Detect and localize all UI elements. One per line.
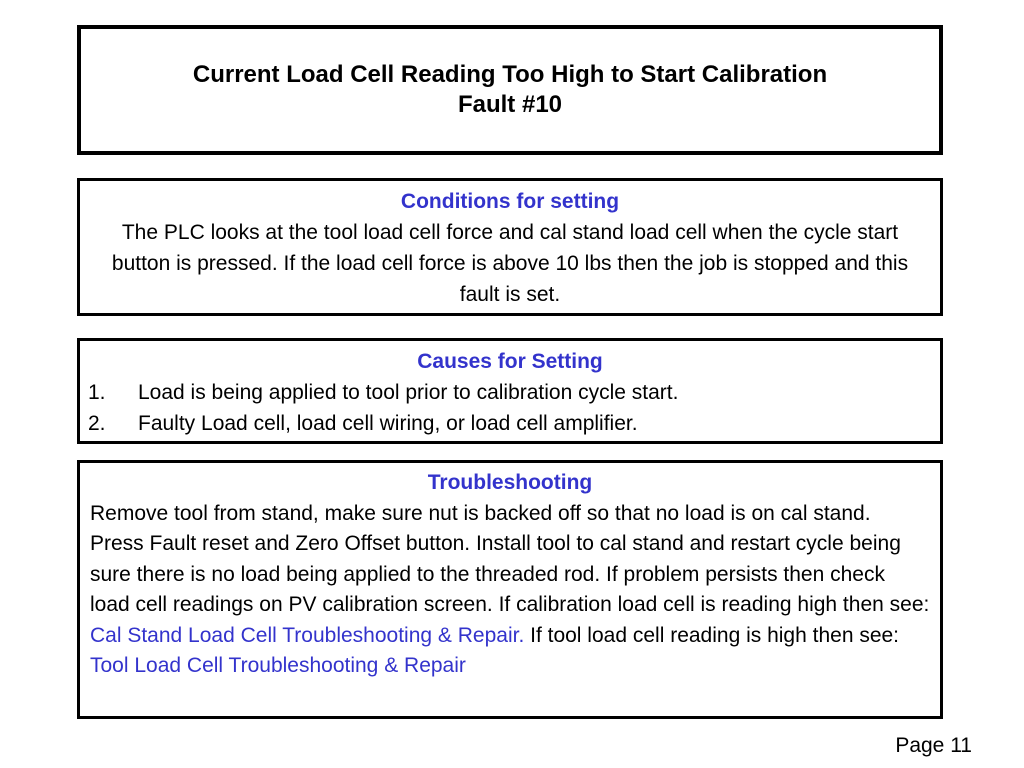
conditions-heading: Conditions for setting xyxy=(400,190,620,213)
tool-load-cell-link[interactable]: Tool Load Cell Troubleshooting & Repair xyxy=(90,654,466,677)
conditions-text: The PLC looks at the tool load cell force and cal stand load cell when the cycle start button is pressed. If the load cell force is above 10 lbs then the job is stopped and this fault is set. xyxy=(111,221,909,306)
troubleshooting-text xyxy=(90,499,930,682)
page-number: Page 11 xyxy=(895,734,972,757)
list-item xyxy=(88,408,932,439)
title-box xyxy=(77,25,943,155)
conditions-box xyxy=(77,178,943,316)
list-item xyxy=(88,377,932,408)
list-item-number: 2. xyxy=(88,412,106,435)
troubleshooting-body-1: Remove tool from stand, make sure nut is backed off so that no load is on cal stand. Press Fault reset and Zero Offset button. Install tool to cal stand and restart cycle being sure there is no load being applied to the threaded rod. If problem persists then check load cell readings on PV calibration screen. If calibration load cell is reading high then see: xyxy=(90,501,930,616)
fault-number: Fault #10 xyxy=(457,91,563,118)
list-item-text: Faulty Load cell, load cell wiring, or load cell amplifier. xyxy=(138,412,638,435)
causes-heading: Causes for Setting xyxy=(417,350,603,373)
list-item-text: Load is being applied to tool prior to calibration cycle start. xyxy=(138,381,679,404)
troubleshooting-box xyxy=(77,460,943,719)
troubleshooting-body-2: If tool load cell reading is high then see: xyxy=(524,623,900,647)
list-item-number: 1. xyxy=(88,381,106,404)
causes-list xyxy=(88,377,932,439)
troubleshooting-heading: Troubleshooting xyxy=(427,471,593,494)
causes-box xyxy=(77,338,943,444)
cal-stand-load-cell-link[interactable]: Cal Stand Load Cell Troubleshooting & Repair. xyxy=(90,623,525,647)
page-title: Current Load Cell Reading Too High to Start Calibration xyxy=(192,61,828,88)
